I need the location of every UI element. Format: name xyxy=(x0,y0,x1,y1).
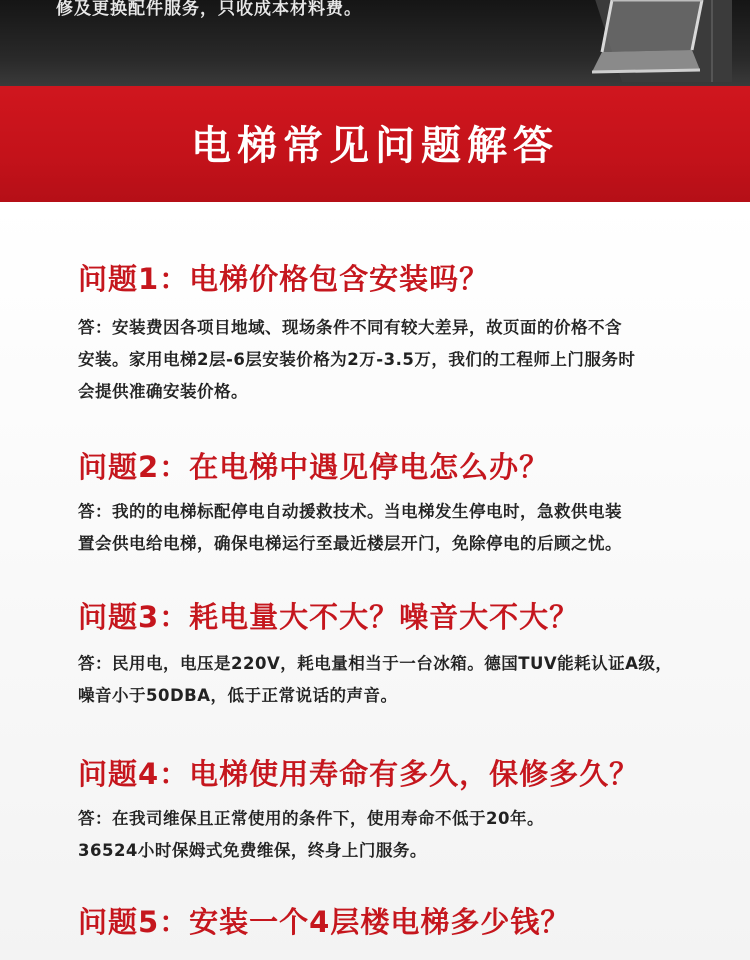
faq-question-5: 问题5：安装一个4层楼电梯多少钱？ xyxy=(78,905,571,939)
answer-line: 答：安装费因各项目地域、现场条件不同有较大差异，故页面的价格不含 xyxy=(78,318,622,337)
answer-line: 噪音小于50DBA，低于正常说话的声音。 xyxy=(78,686,398,705)
answer-line: 会提供准确安装价格。 xyxy=(78,382,248,401)
answer-line: 安装。家用电梯2层-6层安装价格为2万-3.5万，我们的工程师上门服务时 xyxy=(78,350,636,369)
faq-question-1: 问题1：电梯价格包含安装吗？ xyxy=(78,262,490,296)
faq-question-2: 问题2：在电梯中遇见停电怎么办？ xyxy=(78,450,550,484)
answer-line: 答：民用电，电压是220V，耗电量相当于一台冰箱。德国TUV能耗认证A级， xyxy=(78,654,673,673)
faq-answer-2 xyxy=(78,496,718,560)
answer-line: 36524小时保姆式免费维保，终身上门服务。 xyxy=(78,841,427,860)
faq-question-3: 问题3：耗电量大不大？噪音大不大？ xyxy=(78,600,580,634)
faq-answer-4 xyxy=(78,803,718,867)
banner-title: 电梯常见问题解答 xyxy=(191,123,559,169)
answer-line: 答：我的的电梯标配停电自动援救技术。当电梯发生停电时，急救供电装 xyxy=(78,502,622,521)
faq-answer-3 xyxy=(78,648,718,712)
answer-line: 置会供电给电梯，确保电梯运行至最近楼层开门，免除停电的后顾之忧。 xyxy=(78,534,622,553)
top-strip xyxy=(0,0,750,86)
faq-answer-1 xyxy=(78,312,718,408)
top-text: 修及更换配件服务，只收成本材料费。 xyxy=(56,0,362,19)
answer-line: 答：在我司维保且正常使用的条件下，使用寿命不低于20年。 xyxy=(78,809,544,828)
elevator-cabin-image xyxy=(442,0,732,82)
faq-banner xyxy=(0,86,750,202)
faq-content xyxy=(0,202,750,960)
faq-question-4: 问题4：电梯使用寿命有多久，保修多久？ xyxy=(78,757,640,791)
